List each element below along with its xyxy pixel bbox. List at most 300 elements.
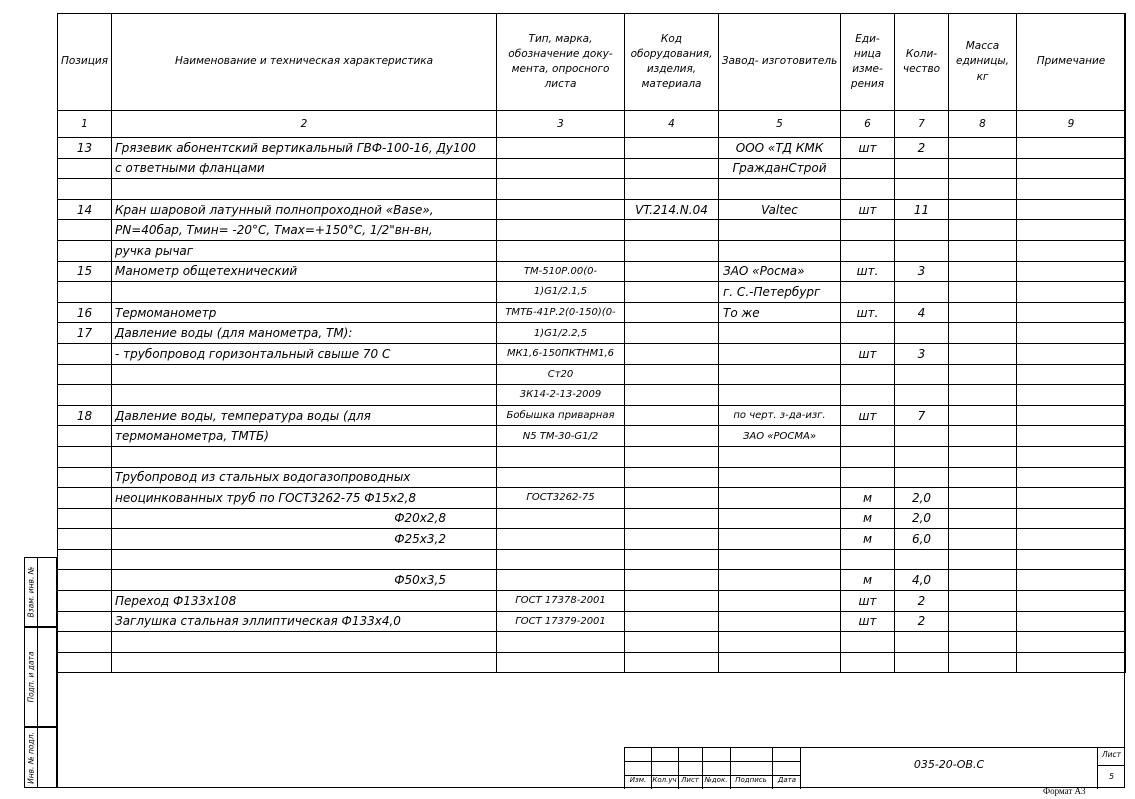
- cell-code: [625, 570, 719, 591]
- stamp-podp-label: Подп. и дата: [26, 651, 36, 703]
- cell-note: [1017, 529, 1126, 550]
- table-row: [58, 364, 1126, 385]
- cell-code: [625, 632, 719, 653]
- cell-type: ГОСТ 17379-2001: [497, 611, 625, 632]
- cell-name: Давление воды, температура воды (для: [112, 405, 497, 426]
- cell-code: [625, 138, 719, 159]
- cell-mass: [949, 529, 1017, 550]
- cell-pos: 14: [58, 199, 112, 220]
- cell-maker: [719, 220, 841, 241]
- cell-mass: [949, 199, 1017, 220]
- cell-pos: [58, 632, 112, 653]
- cell-maker: [719, 240, 841, 261]
- cell-type: Ст20: [497, 364, 625, 385]
- cell-maker: [719, 508, 841, 529]
- cell-unit: [841, 632, 895, 653]
- cell-qty: 2,0: [895, 488, 949, 509]
- cell-note: [1017, 158, 1126, 179]
- cell-mass: [949, 549, 1017, 570]
- cell-note: [1017, 549, 1126, 570]
- cell-code: [625, 158, 719, 179]
- table-row: [58, 302, 1126, 323]
- cell-pos: [58, 220, 112, 241]
- cell-name: Заглушка стальная эллиптическая Ф133х4,0: [112, 611, 497, 632]
- cell-pos: 13: [58, 138, 112, 159]
- table-row: [58, 261, 1126, 282]
- cell-note: [1017, 302, 1126, 323]
- cell-qty: [895, 179, 949, 200]
- cell-pos: [58, 591, 112, 612]
- table-row: [58, 570, 1126, 591]
- cell-note: [1017, 508, 1126, 529]
- cell-pos: 16: [58, 302, 112, 323]
- cell-maker: [719, 632, 841, 653]
- cell-name: [112, 652, 497, 673]
- cell-type: [497, 446, 625, 467]
- cell-mass: [949, 364, 1017, 385]
- format-label: Формат А3: [1043, 786, 1086, 796]
- cell-type: ТМ-510Р.00(0-: [497, 261, 625, 282]
- cell-qty: 3: [895, 343, 949, 364]
- cell-note: [1017, 282, 1126, 303]
- cell-pos: [58, 179, 112, 200]
- cell-unit: [841, 179, 895, 200]
- caption-izm: Изм.: [629, 776, 647, 784]
- cell-qty: [895, 549, 949, 570]
- cell-type: ГОСТ 17378-2001: [497, 591, 625, 612]
- cell-name: Кран шаровой латунный полнопроходной «Base»,: [112, 199, 497, 220]
- cell-maker: То же: [719, 302, 841, 323]
- cell-mass: [949, 385, 1017, 406]
- cell-mass: [949, 405, 1017, 426]
- cell-name: Трубопровод из стальных водогазопроводных: [112, 467, 497, 488]
- cell-unit: м: [841, 570, 895, 591]
- cell-maker: [719, 385, 841, 406]
- cell-code: [625, 529, 719, 550]
- table-row: [58, 240, 1126, 261]
- cell-unit: шт: [841, 138, 895, 159]
- caption-list: Лист: [681, 776, 699, 784]
- table-row: [58, 179, 1126, 200]
- cell-maker: ЗАО «РОСМА»: [719, 426, 841, 447]
- cell-name: [112, 364, 497, 385]
- column-number: 7: [895, 111, 949, 138]
- cell-qty: [895, 364, 949, 385]
- cell-qty: [895, 632, 949, 653]
- cell-name: - трубопровод горизонтальный свыше 70 С: [112, 343, 497, 364]
- cell-type: [497, 549, 625, 570]
- cell-pos: [58, 549, 112, 570]
- cell-name: PN=40бар, Tмин= -20°С, Tмах=+150°С, 1/2"вн-вн,: [112, 220, 497, 241]
- cell-qty: [895, 652, 949, 673]
- header-position: Позиция: [58, 14, 112, 111]
- table-row: [58, 220, 1126, 241]
- header-mass: Масса единицы, кг: [949, 14, 1017, 111]
- cell-maker: [719, 570, 841, 591]
- cell-qty: 3: [895, 261, 949, 282]
- cell-qty: [895, 323, 949, 344]
- cell-note: [1017, 364, 1126, 385]
- cell-qty: 2: [895, 611, 949, 632]
- cell-qty: 2: [895, 138, 949, 159]
- cell-note: [1017, 138, 1126, 159]
- cell-maker: ЗАО «Росма»: [719, 261, 841, 282]
- table-row: [58, 611, 1126, 632]
- table-row: [58, 549, 1126, 570]
- column-number: 4: [625, 111, 719, 138]
- header-qty: Коли- чество: [895, 14, 949, 111]
- cell-code: [625, 323, 719, 344]
- cell-unit: [841, 467, 895, 488]
- cell-maker: ООО «ТД КМК: [719, 138, 841, 159]
- cell-unit: [841, 652, 895, 673]
- table-row: [58, 405, 1126, 426]
- cell-name: [112, 632, 497, 653]
- table-row: [58, 199, 1126, 220]
- caption-podpis: Подпись: [735, 776, 767, 784]
- cell-maker: [719, 549, 841, 570]
- cell-code: [625, 508, 719, 529]
- specification-table: [57, 13, 1126, 673]
- cell-code: [625, 611, 719, 632]
- cell-note: [1017, 343, 1126, 364]
- cell-name: термоманометра, ТМТБ): [112, 426, 497, 447]
- cell-note: [1017, 446, 1126, 467]
- cell-type: [497, 529, 625, 550]
- caption-kol-uch: Кол.уч: [652, 776, 677, 784]
- table-row: [58, 652, 1126, 673]
- cell-mass: [949, 467, 1017, 488]
- cell-pos: [58, 467, 112, 488]
- cell-name: Ф25х3,2: [112, 529, 497, 550]
- cell-mass: [949, 323, 1017, 344]
- cell-unit: [841, 220, 895, 241]
- cell-unit: [841, 446, 895, 467]
- cell-mass: [949, 591, 1017, 612]
- cell-qty: 6,0: [895, 529, 949, 550]
- column-number: 9: [1017, 111, 1126, 138]
- cell-name: Термоманометр: [112, 302, 497, 323]
- cell-note: [1017, 405, 1126, 426]
- cell-type: 3К14-2-13-2009: [497, 385, 625, 406]
- cell-unit: шт: [841, 611, 895, 632]
- header-unit: Еди- ница изме- рения: [841, 14, 895, 111]
- cell-qty: 2,0: [895, 508, 949, 529]
- table-row: [58, 591, 1126, 612]
- cell-qty: 2: [895, 591, 949, 612]
- cell-note: [1017, 426, 1126, 447]
- table-row: [58, 632, 1126, 653]
- cell-type: ТМТБ-41Р.2(0-150)(0-: [497, 302, 625, 323]
- cell-pos: 17: [58, 323, 112, 344]
- sheet-label: Лист: [1101, 750, 1121, 759]
- cell-maker: [719, 488, 841, 509]
- table-row: [58, 138, 1126, 159]
- cell-code: [625, 488, 719, 509]
- cell-name: Переход Ф133х108: [112, 591, 497, 612]
- cell-unit: [841, 426, 895, 447]
- revision-grid: [624, 748, 801, 789]
- cell-name: [112, 385, 497, 406]
- cell-code: [625, 179, 719, 200]
- header-row: [58, 14, 1126, 111]
- cell-mass: [949, 282, 1017, 303]
- cell-qty: [895, 158, 949, 179]
- cell-note: [1017, 385, 1126, 406]
- cell-mass: [949, 488, 1017, 509]
- cell-name: [112, 549, 497, 570]
- cell-type: 1)G1/2.1,5: [497, 282, 625, 303]
- cell-type: N5 ТМ-30-G1/2: [497, 426, 625, 447]
- cell-mass: [949, 652, 1017, 673]
- cell-unit: [841, 385, 895, 406]
- cell-qty: 11: [895, 199, 949, 220]
- column-number: 5: [719, 111, 841, 138]
- cell-name: [112, 446, 497, 467]
- cell-code: [625, 220, 719, 241]
- cell-mass: [949, 138, 1017, 159]
- cell-pos: [58, 446, 112, 467]
- cell-code: [625, 652, 719, 673]
- cell-type: ГОСТ3262-75: [497, 488, 625, 509]
- cell-note: [1017, 570, 1126, 591]
- cell-maker: [719, 611, 841, 632]
- cell-unit: шт: [841, 591, 895, 612]
- table-row: [58, 158, 1126, 179]
- cell-mass: [949, 611, 1017, 632]
- cell-type: [497, 652, 625, 673]
- cell-maker: Valtec: [719, 199, 841, 220]
- cell-qty: [895, 426, 949, 447]
- cell-unit: [841, 158, 895, 179]
- caption-ndok: №док.: [704, 776, 728, 784]
- table-row: [58, 385, 1126, 406]
- cell-maker: [719, 652, 841, 673]
- cell-code: [625, 385, 719, 406]
- cell-unit: [841, 323, 895, 344]
- table-row: [58, 426, 1126, 447]
- cell-mass: [949, 508, 1017, 529]
- cell-type: МК1,6-150ПКТНМ1,6: [497, 343, 625, 364]
- cell-pos: [58, 611, 112, 632]
- cell-note: [1017, 591, 1126, 612]
- column-number-row: [58, 111, 1126, 138]
- cell-maker: [719, 446, 841, 467]
- cell-qty: 4,0: [895, 570, 949, 591]
- header-note: Примечание: [1017, 14, 1126, 111]
- cell-pos: [58, 570, 112, 591]
- cell-name: [112, 282, 497, 303]
- caption-data: Дата: [777, 776, 797, 784]
- cell-code: [625, 405, 719, 426]
- cell-unit: [841, 364, 895, 385]
- cell-mass: [949, 240, 1017, 261]
- cell-name: Ф50х3,5: [112, 570, 497, 591]
- cell-name: с ответными фланцами: [112, 158, 497, 179]
- cell-code: [625, 364, 719, 385]
- table-row: [58, 282, 1126, 303]
- cell-type: [497, 199, 625, 220]
- cell-unit: [841, 240, 895, 261]
- sheet-number-box: [1098, 748, 1125, 789]
- cell-code: [625, 240, 719, 261]
- cell-unit: шт: [841, 199, 895, 220]
- cell-type: [497, 570, 625, 591]
- cell-mass: [949, 302, 1017, 323]
- cell-type: [497, 508, 625, 529]
- column-number: 1: [58, 111, 112, 138]
- cell-note: [1017, 488, 1126, 509]
- cell-note: [1017, 323, 1126, 344]
- cell-mass: [949, 570, 1017, 591]
- cell-name: Манометр общетехнический: [112, 261, 497, 282]
- cell-type: [497, 467, 625, 488]
- cell-note: [1017, 611, 1126, 632]
- cell-mass: [949, 632, 1017, 653]
- cell-name: ручка рычаг: [112, 240, 497, 261]
- stamp-inv-label: Инв. № подл.: [26, 731, 36, 784]
- column-number: 8: [949, 111, 1017, 138]
- cell-maker: [719, 179, 841, 200]
- column-number: 2: [112, 111, 497, 138]
- cell-code: [625, 426, 719, 447]
- cell-note: [1017, 220, 1126, 241]
- cell-qty: [895, 220, 949, 241]
- cell-code: [625, 343, 719, 364]
- cell-note: [1017, 467, 1126, 488]
- cell-name: неоцинкованных труб по ГОСТ3262-75 Ф15х2,8: [112, 488, 497, 509]
- cell-code: [625, 591, 719, 612]
- cell-qty: [895, 467, 949, 488]
- sheet-number: 5: [1108, 772, 1115, 781]
- cell-note: [1017, 199, 1126, 220]
- cell-maker: [719, 343, 841, 364]
- cell-code: [625, 282, 719, 303]
- cell-mass: [949, 158, 1017, 179]
- stamp-inv-podl: [24, 727, 57, 788]
- cell-mass: [949, 220, 1017, 241]
- cell-code: VT.214.N.04: [625, 199, 719, 220]
- cell-maker: [719, 529, 841, 550]
- cell-maker: по черт. з-да-изг.: [719, 405, 841, 426]
- header-name: Наименование и техническая характеристика: [112, 14, 497, 111]
- cell-mass: [949, 426, 1017, 447]
- cell-name: Ф20х2,8: [112, 508, 497, 529]
- cell-qty: [895, 240, 949, 261]
- table-row: [58, 508, 1126, 529]
- cell-mass: [949, 446, 1017, 467]
- cell-pos: [58, 240, 112, 261]
- cell-type: 1)G1/2.2,5: [497, 323, 625, 344]
- cell-qty: 7: [895, 405, 949, 426]
- cell-code: [625, 446, 719, 467]
- cell-type: [497, 240, 625, 261]
- cell-maker: г. С.-Петербург: [719, 282, 841, 303]
- cell-type: [497, 158, 625, 179]
- cell-pos: [58, 488, 112, 509]
- cell-note: [1017, 240, 1126, 261]
- cell-type: [497, 138, 625, 159]
- cell-maker: ГражданСтрой: [719, 158, 841, 179]
- cell-qty: [895, 446, 949, 467]
- cell-qty: 4: [895, 302, 949, 323]
- cell-pos: [58, 343, 112, 364]
- stamp-vzam-inv: [24, 557, 57, 627]
- cell-type: [497, 632, 625, 653]
- cell-maker: [719, 591, 841, 612]
- cell-pos: 15: [58, 261, 112, 282]
- cell-unit: м: [841, 488, 895, 509]
- table-row: [58, 323, 1126, 344]
- cell-code: [625, 302, 719, 323]
- stamp-vzam-label: Взам. инв. №: [26, 566, 36, 618]
- cell-name: [112, 179, 497, 200]
- cell-note: [1017, 261, 1126, 282]
- cell-maker: [719, 467, 841, 488]
- header-code: Код оборудования, изделия, материала: [625, 14, 719, 111]
- cell-code: [625, 549, 719, 570]
- table-row: [58, 467, 1126, 488]
- header-type: Тип, марка, обозначение доку- мента, опросного листа: [497, 14, 625, 111]
- table-row: [58, 446, 1126, 467]
- cell-type: [497, 179, 625, 200]
- cell-qty: [895, 282, 949, 303]
- cell-pos: [58, 426, 112, 447]
- header-maker: Завод- изготовитель: [719, 14, 841, 111]
- cell-note: [1017, 179, 1126, 200]
- cell-note: [1017, 652, 1126, 673]
- cell-unit: шт: [841, 343, 895, 364]
- column-number: 3: [497, 111, 625, 138]
- cell-maker: [719, 364, 841, 385]
- cell-qty: [895, 385, 949, 406]
- column-number: 6: [841, 111, 895, 138]
- cell-maker: [719, 323, 841, 344]
- cell-unit: м: [841, 508, 895, 529]
- title-block: [624, 747, 1125, 789]
- cell-pos: [58, 385, 112, 406]
- cell-pos: [58, 158, 112, 179]
- cell-type: [497, 220, 625, 241]
- cell-code: [625, 261, 719, 282]
- cell-name: Давление воды (для манометра, ТМ):: [112, 323, 497, 344]
- cell-unit: шт.: [841, 302, 895, 323]
- cell-pos: [58, 508, 112, 529]
- stamp-podp-data: [24, 627, 57, 727]
- cell-unit: [841, 549, 895, 570]
- cell-type: Бобышка приварная: [497, 405, 625, 426]
- table-row: [58, 343, 1126, 364]
- cell-pos: [58, 652, 112, 673]
- cell-name: Грязевик абонентский вертикальный ГВФ-100-16, Ду100: [112, 138, 497, 159]
- table-row: [58, 529, 1126, 550]
- cell-pos: 18: [58, 405, 112, 426]
- cell-code: [625, 467, 719, 488]
- cell-mass: [949, 343, 1017, 364]
- cell-pos: [58, 282, 112, 303]
- document-code: 035-20-ОВ.С: [801, 748, 1098, 789]
- cell-pos: [58, 529, 112, 550]
- cell-unit: шт.: [841, 261, 895, 282]
- cell-pos: [58, 364, 112, 385]
- cell-mass: [949, 261, 1017, 282]
- cell-mass: [949, 179, 1017, 200]
- cell-unit: шт: [841, 405, 895, 426]
- cell-note: [1017, 632, 1126, 653]
- cell-unit: м: [841, 529, 895, 550]
- cell-unit: [841, 282, 895, 303]
- table-row: [58, 488, 1126, 509]
